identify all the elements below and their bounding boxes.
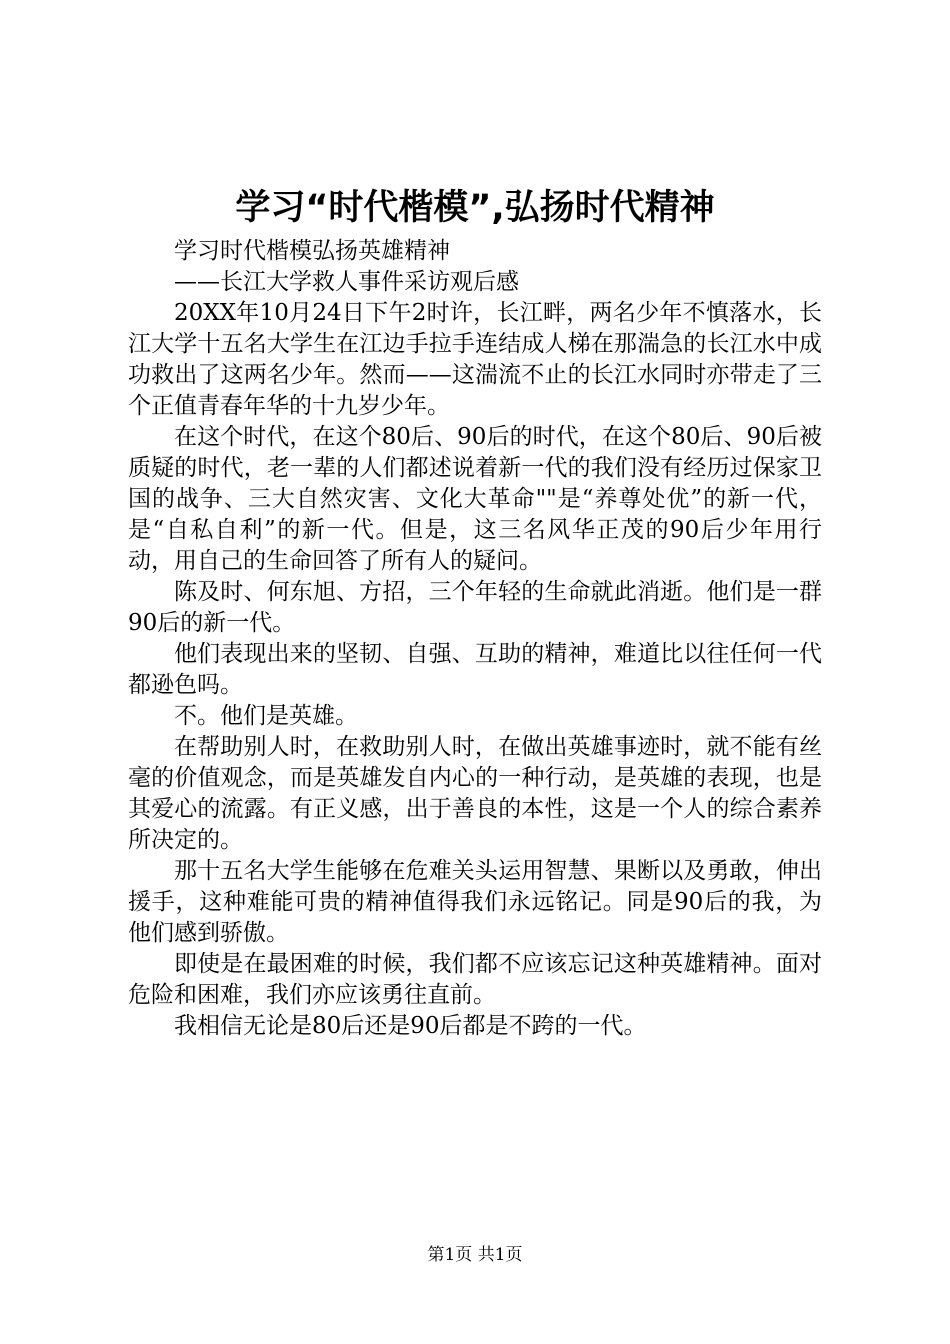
paragraph: 在这个时代，在这个80后、90后的时代，在这个80后、90后被质疑的时代，老一辈的人们都述说着新一代的我们没有经历过保家卫国的战争、三大自然灾害、文化大革命""是“养尊处优”的新一代，是“自私自利”的新一代。但是，这三名风华正茂的90后少年用行动，用自己的生命回答了所有人的疑问。 (128, 424, 822, 574)
subtitle-source: ——长江大学救人事件采访观后感 (174, 269, 519, 295)
document-title: 学习“时代楷模”,弘扬时代精神 (235, 188, 715, 228)
paragraph: 我相信无论是80后还是90后都是不跨的一代。 (174, 1013, 647, 1039)
subtitle: 学习时代楷模弘扬英雄精神 (174, 238, 450, 264)
paragraph: 即使是在最困难的时候，我们都不应该忘记这种英雄精神。面对危险和困难，我们亦应该勇往直前。 (128, 951, 822, 1008)
paragraph: 不。他们是英雄。 (174, 703, 358, 729)
paragraph: 他们表现出来的坚韧、自强、互助的精神，难道比以往任何一代都逊色吗。 (128, 641, 822, 698)
paragraph: 那十五名大学生能够在危难关头运用智慧、果断以及勇敢，伸出援手，这种难能可贵的精神值得我们永远铭记。同是90后的我，为他们感到骄傲。 (128, 858, 822, 946)
document-body (128, 236, 822, 1042)
paragraph: 陈及时、何东旭、方招，三个年轻的生命就此消逝。他们是一群90后的新一代。 (128, 579, 822, 636)
paragraph: 在帮助别人时，在救助别人时，在做出英雄事迹时，就不能有丝毫的价值观念，而是英雄发自内心的一种行动，是英雄的表现，也是其爱心的流露。有正义感，出于善良的本性，这是一个人的综合素养所决定的。 (128, 734, 822, 853)
page-number-footer: 第1页 共1页 (427, 1245, 523, 1265)
paragraph: 20XX年10月24日下午2时许，长江畔，两名少年不慎落水，长江大学十五名大学生在江边手拉手连结成人梯在那湍急的长江水中成功救出了这两名少年。然而——这湍流不止的长江水同时亦带走了三个正值青春年华的十九岁少年。 (128, 300, 822, 419)
